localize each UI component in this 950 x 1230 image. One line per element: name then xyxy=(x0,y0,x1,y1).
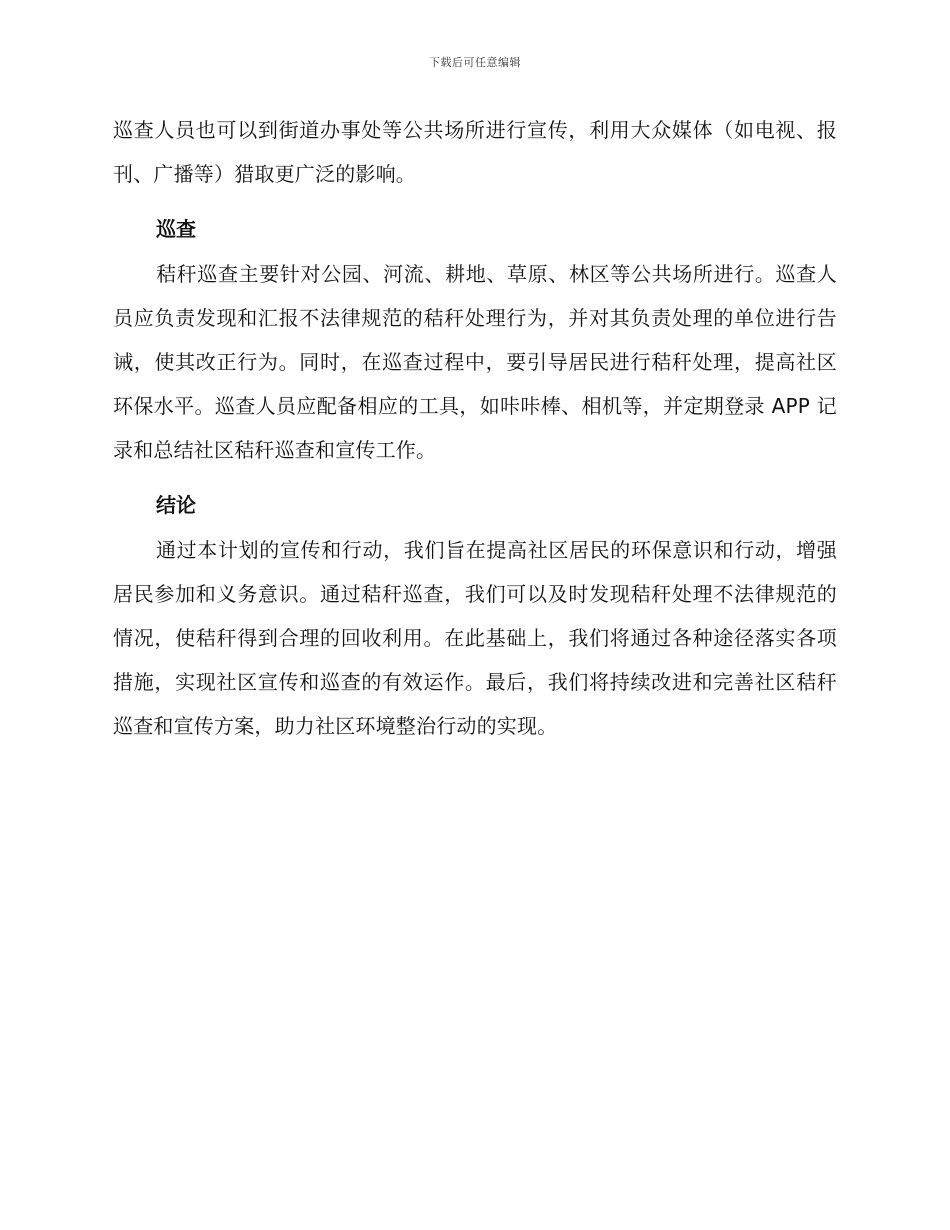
section-heading-patrol: 巡查 xyxy=(156,217,196,241)
conclusion-paragraph: 通过本计划的宣传和行动，我们旨在提高社区居民的环保意识和行动，增强居民参加和义务意识。通过秸秆巡查，我们可以及时发现秸秆处理不法律规范的情况，使秸秆得到合理的回收利用。在此基础上，我们将通过各种途径落实各项措施，实现社区宣传和巡查的有效运作。最后，我们将持续改进和完善社区秸秆巡查和宣传方案，助力社区环境整治行动的实现。 xyxy=(113,538,837,738)
intro-paragraph: 巡查人员也可以到街道办事处等公共场所进行宣传，利用大众媒体（如电视、报刊、广播等）猎取更广泛的影响。 xyxy=(113,118,837,186)
document-body xyxy=(113,108,837,748)
page-header: 下载后可任意编辑 xyxy=(429,56,521,69)
section-heading-conclusion: 结论 xyxy=(156,493,196,517)
patrol-paragraph: 秸秆巡查主要针对公园、河流、耕地、草原、林区等公共场所进行。巡查人员应负责发现和汇报不法律规范的秸秆处理行为，并对其负责处理的单位进行告诫，使其改正行为。同时，在巡查过程中，要引导居民进行秸秆处理，提高社区环保水平。巡查人员应配备相应的工具，如咔咔棒、相机等，并定期登录 APP 记录和总结社区秸秆巡查和宣传工作。 xyxy=(113,262,837,462)
